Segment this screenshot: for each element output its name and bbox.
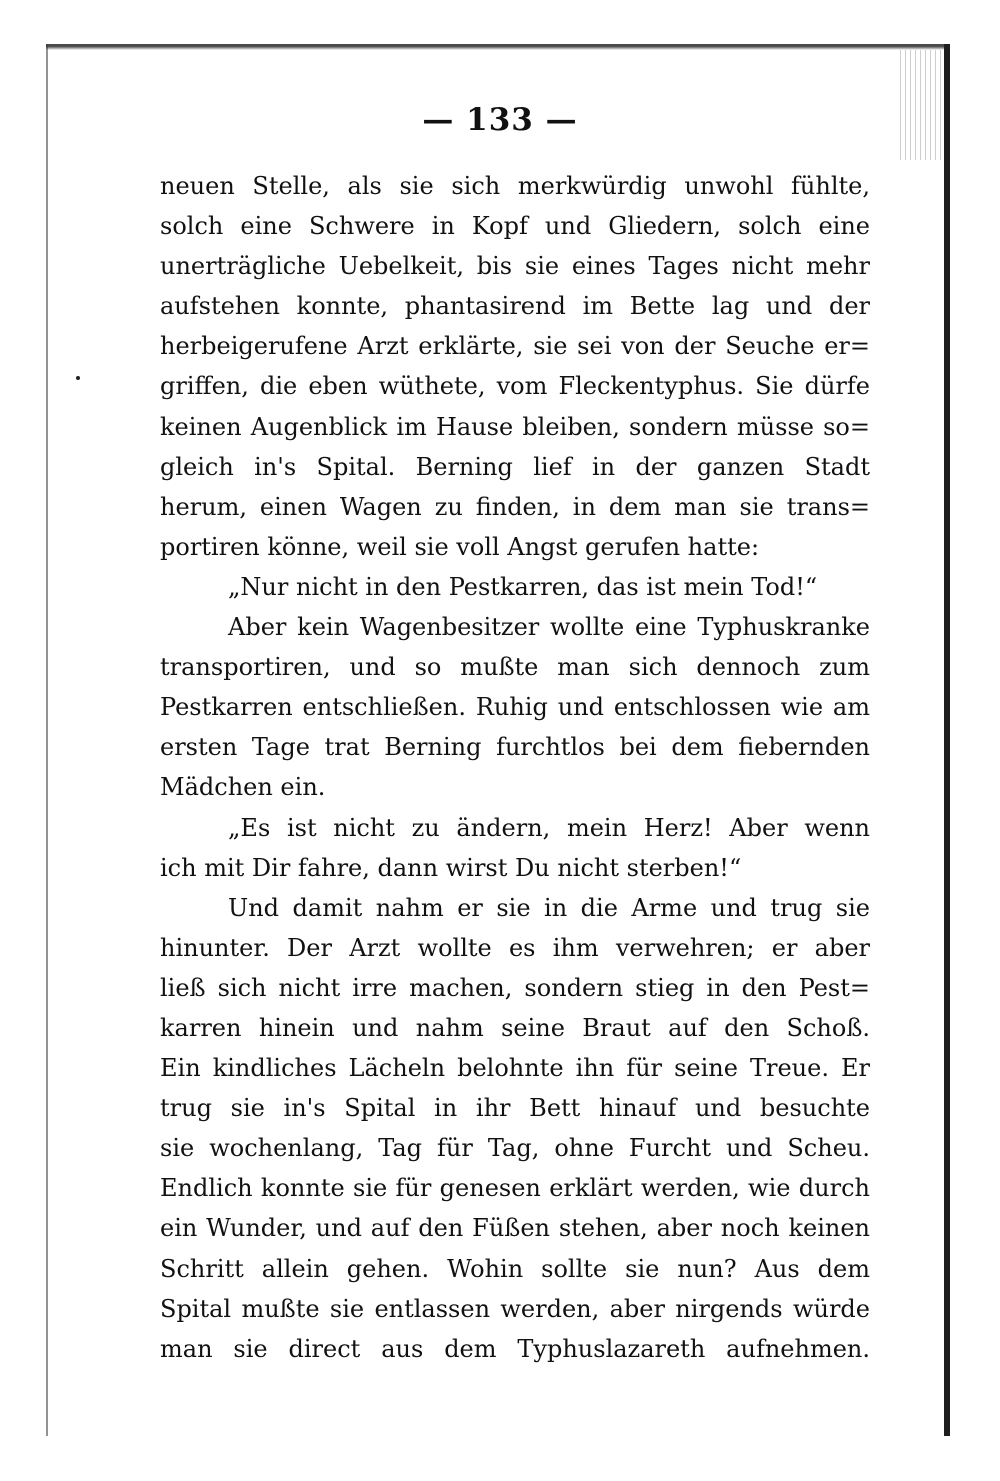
text-line: Aber kein Wagenbesitzer wollte eine Typhuskranke [228,613,870,642]
text-line: „Es ist nicht zu ändern, mein Herz! Aber wenn [228,813,870,842]
text-line: transportiren, und so mußte man sich dennoch zum [160,653,870,682]
text-line: unerträgliche Uebelkeit, bis sie eines Tages nicht mehr [160,252,870,281]
text-line: Pestkarren entschließen. Ruhig und entschlossen wie am [160,693,870,722]
text-line: Und damit nahm er sie in die Arme und trug sie [228,893,870,922]
page-header [0,100,1000,140]
text-line: solch eine Schwere in Kopf und Gliedern, solch eine [160,212,870,241]
page-edge-top [46,44,950,50]
text-line: Ein kindliches Lächeln belohnte ihn für seine Treue. Er [160,1054,870,1083]
text-line: sie wochenlang, Tag für Tag, ohne Furcht und Scheu. [160,1134,870,1163]
scan-speck [76,376,80,380]
text-line: ich mit Dir fahre, dann wirst Du nicht sterben!“ [160,853,742,882]
page-edge-right [944,44,950,1436]
text-line: griffen, die eben wüthete, vom Fleckentyphus. Sie dürfe [160,372,870,401]
text-line: Spital mußte sie entlassen werden, aber nirgends würde [160,1294,870,1323]
text-line: keinen Augenblick im Hause bleiben, sondern müsse so= [160,412,870,441]
text-line: ein Wunder, und auf den Füßen stehen, aber noch keinen [160,1214,870,1243]
text-line: karren hinein und nahm seine Braut auf den Schoß. [160,1013,870,1042]
text-line: herum, einen Wagen zu finden, in dem man sie trans= [160,492,870,521]
text-line: ließ sich nicht irre machen, sondern stieg in den Pest= [160,973,870,1002]
text-line: Mädchen ein. [160,773,326,802]
page-number: — 133 — [422,102,578,138]
text-line: herbeigerufene Arzt erklärte, sie sei von der Seuche er= [160,332,870,361]
text-line: trug sie in's Spital in ihr Bett hinauf und besuchte [160,1094,870,1123]
text-line: neuen Stelle, als sie sich merkwürdig unwohl fühlte, [160,172,870,200]
page-edge-left [46,44,48,1436]
text-line: aufstehen konnte, phantasirend im Bette lag und der [160,292,870,321]
text-line: Schritt allein gehen. Wohin sollte sie nun? Aus dem [160,1254,870,1283]
text-line: gleich in's Spital. Berning lief in der ganzen Stadt [160,452,870,481]
body-text [160,166,870,1369]
text-line: portiren könne, weil sie voll Angst gerufen hatte: [160,532,760,561]
text-line: hinunter. Der Arzt wollte es ihm verwehren; er aber [160,933,870,962]
text-line: „Nur nicht in den Pestkarren, das ist mein Tod!“ [228,572,818,601]
text-line: Endlich konnte sie für genesen erklärt werden, wie durch [160,1174,870,1203]
text-line: man sie direct aus dem Typhuslazareth aufnehmen. [160,1334,870,1363]
text-line: ersten Tage trat Berning furchtlos bei dem fiebernden [160,733,870,762]
